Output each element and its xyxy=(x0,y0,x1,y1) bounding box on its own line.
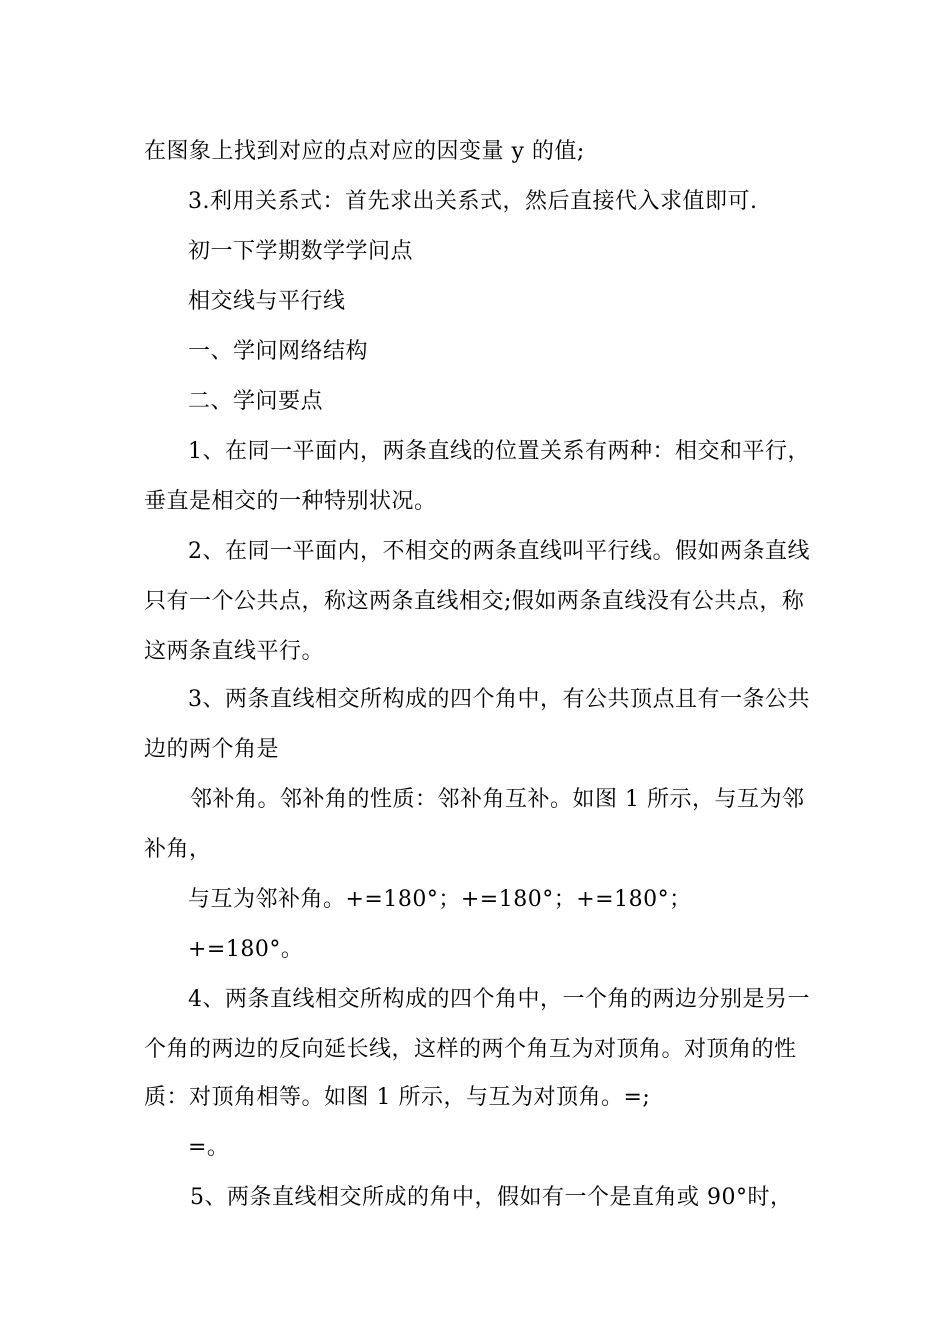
text-line-9: 2、在同一平面内，不相交的两条直线叫平行线。假如两条直线 xyxy=(188,539,810,564)
text-line-19: 个角的两边的反向延长线，这样的两个角互为对顶角。对顶角的性 xyxy=(144,1037,797,1062)
text-line-16: 与互为邻补角。+=180°；+=180°；+=180°； xyxy=(188,887,692,912)
chapter-title: 相交线与平行线 xyxy=(188,289,346,314)
text-line-2: 3.利用关系式：首先求出关系式，然后直接代入求值即可. xyxy=(188,189,758,214)
heading-knowledge-points: 二、学问要点 xyxy=(188,389,324,414)
text-line-21: =。 xyxy=(188,1135,230,1160)
text-line-14: 邻补角。邻补角的性质：邻补角互补。如图 1 所示，与互为邻 xyxy=(190,787,805,812)
text-line-15: 补角， xyxy=(144,837,212,862)
text-line-7: 1、在同一平面内，两条直线的位置关系有两种：相交和平行， xyxy=(188,439,810,464)
text-line-12: 3、两条直线相交所构成的四个角中，有公共顶点且有一条公共 xyxy=(188,687,810,712)
text-line-17: +=180°。 xyxy=(188,937,304,962)
text-line-1: 在图象上找到对应的点对应的因变量 y 的值; xyxy=(144,139,585,164)
text-line-18: 4、两条直线相交所构成的四个角中，一个角的两边分别是另一 xyxy=(188,987,810,1012)
section-title: 初一下学期数学学问点 xyxy=(188,239,414,264)
text-line-13: 边的两个角是 xyxy=(144,737,280,762)
text-line-10: 只有一个公共点，称这两条直线相交;假如两条直线没有公共点，称 xyxy=(144,589,805,614)
text-line-8: 垂直是相交的一种特别状况。 xyxy=(144,489,437,514)
heading-knowledge-structure: 一、学问网络结构 xyxy=(188,339,369,364)
text-line-20: 质：对顶角相等。如图 1 所示，与互为对顶角。=; xyxy=(144,1085,651,1110)
text-line-11: 这两条直线平行。 xyxy=(144,639,325,664)
text-line-22: 5、两条直线相交所成的角中，假如有一个是直角或 90°时， xyxy=(190,1185,793,1210)
